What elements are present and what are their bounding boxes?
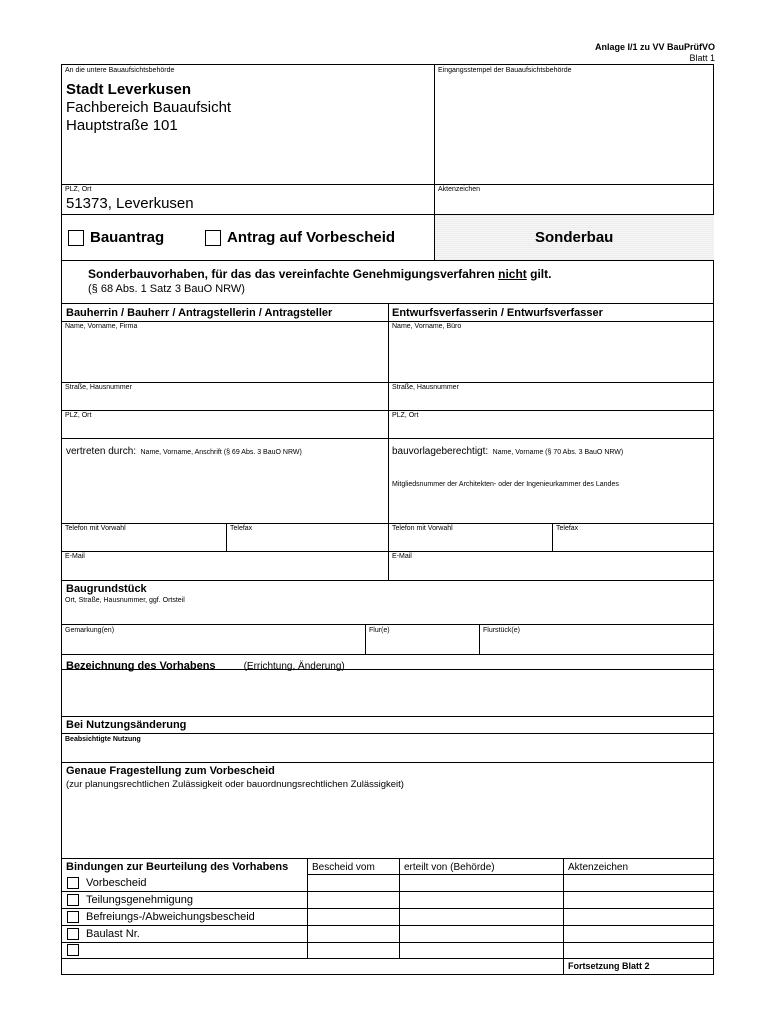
- applicant-title: Bauherrin / Bauherr / Antragstellerin / Antragsteller: [66, 307, 333, 319]
- designer-email-label: E-Mail: [392, 553, 412, 560]
- flur-field[interactable]: [367, 636, 477, 653]
- designer-street-field[interactable]: [390, 392, 712, 409]
- application-form: [61, 64, 714, 975]
- bindings-authority-field[interactable]: [401, 876, 561, 956]
- designer-auth-field[interactable]: [390, 453, 712, 477]
- binding-baulast-checkbox[interactable]: [67, 928, 79, 940]
- usage-title: Bei Nutzungsänderung: [66, 719, 187, 731]
- stamp-area[interactable]: [436, 77, 712, 183]
- sheet-number: Blatt 1: [689, 53, 715, 63]
- binding-item-vorbescheid: Vorbescheid: [86, 877, 147, 889]
- flurstueck-field[interactable]: [481, 636, 712, 653]
- file-number-field[interactable]: [436, 195, 712, 214]
- applicant-city-label: PLZ, Ort: [65, 412, 92, 419]
- applicant-rep-field[interactable]: [64, 453, 386, 521]
- applicant-street-field[interactable]: [64, 392, 386, 409]
- gemarkung-label: Gemarkung(en): [65, 627, 115, 634]
- binding-other-checkbox[interactable]: [67, 944, 79, 956]
- authority-city-label: PLZ, Ort: [65, 186, 92, 193]
- binding-befreiung-checkbox[interactable]: [67, 911, 79, 923]
- designer-city-label: PLZ, Ort: [392, 412, 419, 419]
- binding-teilung-checkbox[interactable]: [67, 894, 79, 906]
- applicant-rep-row: vertreten durch: Name, Vorname, Anschrift (§ 69 Abs. 3 BauO NRW): [66, 446, 302, 457]
- authority-street: Hauptstraße 101: [66, 117, 178, 134]
- designer-phone-label: Telefon mit Vorwahl: [392, 525, 453, 532]
- designer-member-field[interactable]: [390, 491, 712, 521]
- bindings-col-file: Aktenzeichen: [568, 862, 629, 873]
- intro-line1: Sonderbauvorhaben, für das das vereinfachte Genehmigungsverfahren nicht gilt.: [88, 267, 552, 281]
- designer-phone-field[interactable]: [390, 534, 550, 550]
- gemarkung-field[interactable]: [64, 636, 363, 653]
- continue-note: Fortsetzung Blatt 2: [568, 961, 650, 971]
- annex-reference: Anlage I/1 zu VV BauPrüfVO: [594, 42, 715, 52]
- binding-item-teilung: Teilungsgenehmigung: [86, 894, 194, 906]
- bauantrag-checkbox[interactable]: [68, 230, 84, 246]
- question-field[interactable]: [64, 793, 712, 857]
- applicant-name-field[interactable]: [64, 331, 386, 381]
- applicant-name-label: Name, Vorname, Firma: [65, 323, 138, 330]
- usage-label: Beabsichtigte Nutzung: [65, 736, 141, 743]
- designer-name-field[interactable]: [390, 331, 712, 381]
- binding-vorbescheid-checkbox[interactable]: [67, 877, 79, 889]
- applicant-fax-label: Telefax: [230, 525, 253, 532]
- plot-address-field[interactable]: [64, 606, 712, 623]
- flurstueck-label: Flurstück(e): [483, 627, 520, 634]
- flur-label: Flur(e): [369, 627, 390, 634]
- bindings-file-field[interactable]: [565, 876, 712, 956]
- designer-auth-row: bauvorlageberechtigt: Name, Vorname (§ 70 Abs. 3 BauO NRW): [392, 446, 624, 457]
- authority-city-value: 51373, Leverkusen: [66, 195, 194, 212]
- designer-fax-field[interactable]: [554, 534, 712, 550]
- applicant-city-field[interactable]: [64, 420, 386, 437]
- project-title-row: Bezeichnung des Vorhabens (Errichtung, Änderung): [66, 660, 345, 672]
- application-type: Sonderbau: [535, 229, 614, 246]
- designer-name-label: Name, Vorname, Büro: [392, 323, 462, 330]
- bindings-col-authority: erteilt von (Behörde): [404, 862, 495, 873]
- applicant-phone-label: Telefon mit Vorwahl: [65, 525, 126, 532]
- vorbescheid-checkbox[interactable]: [205, 230, 221, 246]
- bindings-date-field[interactable]: [309, 876, 397, 956]
- binding-item-baulast: Baulast Nr.: [86, 928, 140, 940]
- bindings-title: Bindungen zur Beurteilung des Vorhabens: [66, 861, 289, 873]
- stamp-label: Eingangsstempel der Bauaufsichtsbehörde: [438, 67, 572, 74]
- applicant-email-label: E-Mail: [65, 553, 85, 560]
- designer-email-field[interactable]: [390, 562, 712, 579]
- binding-item-befreiung: Befreiungs-/Abweichungsbescheid: [86, 911, 255, 923]
- question-hint: (zur planungsrechtlichen Zulässigkeit oder bauordnungsrechtlichen Zulässigkeit): [66, 779, 404, 790]
- intro-line2: (§ 68 Abs. 1 Satz 3 BauO NRW): [88, 283, 245, 295]
- file-number-label: Aktenzeichen: [438, 186, 481, 193]
- project-description-field[interactable]: [64, 671, 712, 715]
- authority-department: Fachbereich Bauaufsicht: [66, 99, 232, 116]
- applicant-fax-field[interactable]: [228, 534, 386, 550]
- designer-city-field[interactable]: [390, 420, 712, 437]
- authority-name: Stadt Leverkusen: [66, 81, 192, 98]
- applicant-street-label: Straße, Hausnummer: [65, 384, 132, 391]
- designer-member-label: Mitgliedsnummer der Architekten- oder der Ingenieurkammer des Landes: [392, 481, 619, 488]
- plot-address-label: Ort, Straße, Hausnummer, ggf. Ortsteil: [65, 597, 185, 604]
- applicant-phone-field[interactable]: [64, 534, 224, 550]
- designer-fax-label: Telefax: [556, 525, 579, 532]
- plot-title: Baugrundstück: [66, 583, 147, 595]
- usage-field[interactable]: [64, 745, 712, 760]
- question-title: Genaue Fragestellung zum Vorbescheid: [66, 765, 275, 777]
- bindings-col-date: Bescheid vom: [312, 862, 375, 873]
- designer-street-label: Straße, Hausnummer: [392, 384, 459, 391]
- vorbescheid-label: Antrag auf Vorbescheid: [227, 229, 396, 246]
- bauantrag-label: Bauantrag: [90, 229, 165, 246]
- designer-title: Entwurfsverfasserin / Entwurfsverfasser: [392, 307, 603, 319]
- applicant-email-field[interactable]: [64, 562, 386, 579]
- authority-label: An die untere Bauaufsichtsbehörde: [65, 67, 175, 74]
